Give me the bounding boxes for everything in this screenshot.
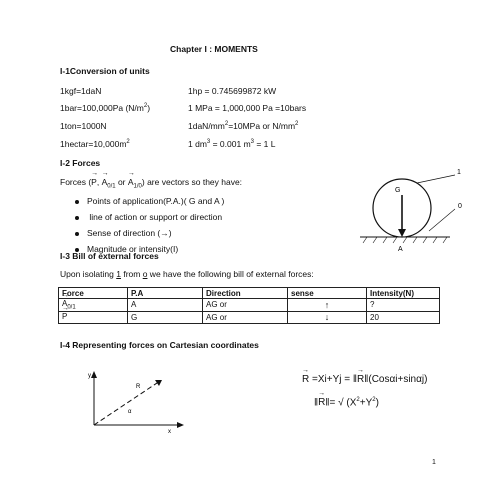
leader-line-0 bbox=[429, 209, 455, 231]
section-heading-cartesian: I-4 Representing forces on Cartesian coordinates bbox=[60, 340, 259, 350]
cell-sense: ↓ bbox=[288, 311, 367, 324]
header-sense: sense bbox=[288, 288, 367, 299]
bill-of-forces-table bbox=[58, 287, 440, 324]
label-vector-r: R bbox=[136, 384, 141, 390]
cell-pa: A bbox=[128, 299, 203, 312]
vector-r-arrowhead bbox=[155, 380, 162, 386]
unit-kgf: 1kgf=1daN bbox=[60, 86, 102, 96]
bullet-point-application: Points of application(P.A.)( G and A ) bbox=[75, 196, 224, 206]
unit-bar: 1bar=100,000Pa $(N/m^2)$ bbox=[60, 103, 151, 113]
label-body-0: 0 bbox=[458, 203, 462, 210]
x-axis-arrowhead bbox=[177, 422, 184, 428]
unit-ton: 1ton=1000N bbox=[60, 121, 107, 131]
y-axis-arrowhead bbox=[91, 371, 97, 378]
table-header-row bbox=[59, 288, 440, 299]
formula-magnitude-r: ‖→ R‖= √ $(X^2+Y^2)$ bbox=[314, 397, 379, 408]
unit-hectar: $1hectar=10,000m^2$ bbox=[60, 139, 130, 149]
header-intensity: Intensity(N) bbox=[367, 288, 440, 299]
leader-line-1 bbox=[417, 175, 455, 183]
weight-arrowhead bbox=[398, 229, 406, 237]
unit-mpa: 1 MPa = 1,000,000 Pa =10bars bbox=[188, 103, 307, 113]
cell-intensity: ? bbox=[367, 299, 440, 312]
unit-dan-mm2: $1daN/mm^2=10MPa$ or $N/mm^2$ bbox=[188, 121, 299, 131]
formula-vector-r: → R =Xi+Yj = ‖→ R‖(Cosαi+sinαj) bbox=[302, 374, 427, 385]
label-point-a: A bbox=[398, 246, 403, 253]
unit-dm3: 1 $dm^3 = 0.001$ $m^3 = 1$ L bbox=[188, 139, 276, 149]
cell-direction: AG or bbox=[203, 299, 288, 312]
cartesian-axes-figure bbox=[80, 365, 190, 435]
cell-force: → P bbox=[59, 311, 128, 324]
bullet-magnitude: Magnitude or intensity(I) bbox=[75, 244, 178, 254]
table-row bbox=[59, 311, 440, 324]
label-angle-alpha: α bbox=[128, 409, 132, 415]
label-x-axis: x bbox=[168, 429, 171, 435]
ground-hatching bbox=[363, 237, 447, 243]
bullet-line-of-action: line of action or support or direction bbox=[75, 212, 222, 222]
page-number: 1 bbox=[432, 459, 436, 466]
table-row bbox=[59, 299, 440, 312]
label-y-axis: y bbox=[88, 373, 91, 379]
label-body-1: 1 bbox=[457, 169, 461, 176]
forces-intro: Forces (→ P, → $A_{0/1}$ or → $A_{1/0}$) are vectors so they have: bbox=[60, 177, 242, 190]
cell-direction: AG or bbox=[203, 311, 288, 324]
section-heading-forces: I-2 Forces bbox=[60, 158, 101, 168]
unit-hp: 1hp = 0.745699872 kW bbox=[188, 86, 277, 96]
bullet-sense: Sense of direction (→) bbox=[75, 228, 172, 238]
cell-intensity: 20 bbox=[367, 311, 440, 324]
header-force: Force bbox=[59, 288, 128, 299]
vector-r bbox=[94, 381, 160, 425]
header-pa: P.A bbox=[128, 288, 203, 299]
header-direction: Direction bbox=[203, 288, 288, 299]
wheel-on-ground-figure bbox=[355, 165, 475, 255]
label-point-g: G bbox=[395, 187, 401, 194]
section-heading-units: I-1Conversion of units bbox=[60, 66, 150, 76]
bill-intro: Upon isolating 1 from o we have the following bill of external forces: bbox=[60, 269, 314, 279]
page-title: Chapter I : MOMENTS bbox=[170, 44, 258, 54]
cell-sense: ↑ bbox=[288, 299, 367, 312]
section-heading-bill: I-3 Bill of external forces bbox=[60, 251, 159, 261]
cell-force: → $A_{0/1}$ bbox=[59, 299, 128, 312]
cell-pa: G bbox=[128, 311, 203, 324]
